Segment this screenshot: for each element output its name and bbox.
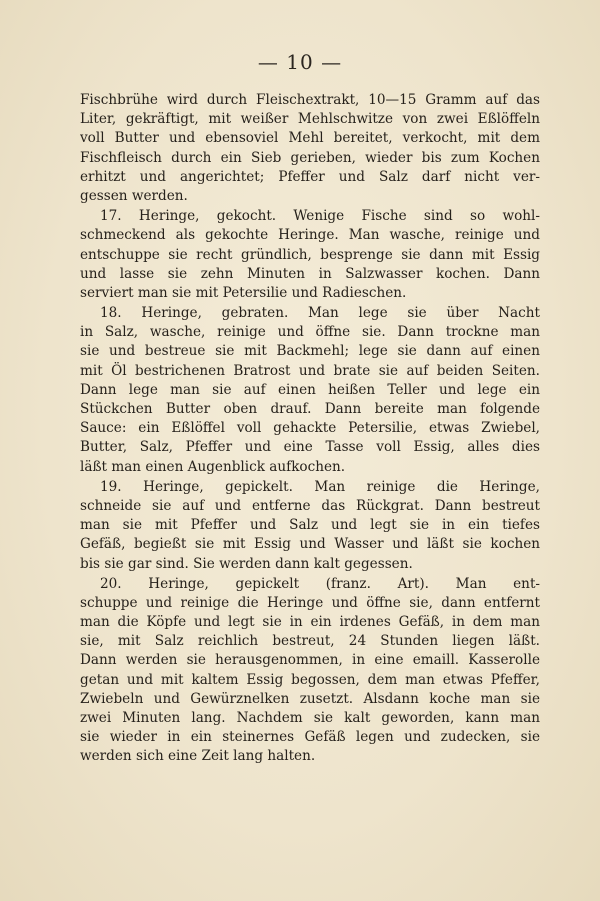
recipe-heading-line: 19. Heringe, gepickelt. Man reinige die Heringe, bbox=[100, 478, 540, 495]
page-number: — 10 — bbox=[257, 50, 343, 74]
text-line: mit Öl bestrichenen Bratrost und brate sie auf beiden Seiten. bbox=[80, 362, 540, 379]
text-line: man sie mit Pfeffer und Salz und legt sie in ein tiefes bbox=[80, 517, 540, 534]
text-line: in Salz, wasche, reinige und öffne sie. Dann trockne man bbox=[80, 324, 540, 341]
text-line: schneide sie auf und entferne das Rückgrat. Dann bestreut bbox=[80, 497, 540, 514]
text-line: und lasse sie zehn Minuten in Salzwasser kochen. Dann bbox=[80, 265, 540, 282]
text-line: Gefäß, begießt sie mit Essig und Wasser und läßt sie kochen bbox=[80, 536, 540, 553]
text-line: bis sie gar sind. Sie werden dann kalt gegessen. bbox=[80, 555, 413, 572]
text-line: sie, mit Salz reichlich bestreut, 24 Stunden liegen läßt. bbox=[80, 633, 540, 650]
text-line: sie wieder in ein steinernes Gefäß legen und zudecken, sie bbox=[80, 729, 540, 746]
text-line: erhitzt und angerichtet; Pfeffer und Salz darf nicht ver- bbox=[80, 168, 540, 185]
text-line: werden sich eine Zeit lang halten. bbox=[80, 748, 316, 765]
recipe-17-boiled-herring bbox=[80, 207, 540, 303]
recipe-heading-line: 20. Heringe, gepickelt (franz. Art). Man ent- bbox=[100, 575, 540, 592]
text-line: entschuppe sie recht gründlich, besprenge sie dann mit Essig bbox=[80, 246, 540, 263]
recipe-heading-line: 17. Heringe, gekocht. Wenige Fische sind so wohl- bbox=[100, 208, 540, 225]
text-line: schuppe und reinige die Heringe und öffne sie, dann entfernt bbox=[80, 594, 540, 611]
paragraph-fish-broth bbox=[80, 91, 540, 206]
text-line: schmeckend als gekochte Heringe. Man wasche, reinige und bbox=[80, 227, 540, 244]
text-line: gessen werden. bbox=[80, 187, 188, 204]
recipe-20-pickled-herring-french bbox=[80, 575, 540, 767]
text-line: läßt man einen Augenblick aufkochen. bbox=[80, 458, 346, 475]
recipe-heading-line: 18. Heringe, gebraten. Man lege sie über Nacht bbox=[100, 305, 540, 322]
text-line: Fischbrühe wird durch Fleischextrakt, 10—15 Gramm auf das bbox=[80, 92, 540, 108]
text-line: Butter, Salz, Pfeffer und eine Tasse voll Essig, alles dies bbox=[80, 439, 540, 456]
text-line: Stückchen Butter oben drauf. Dann bereite man folgende bbox=[80, 401, 540, 417]
text-line: man die Köpfe und legt sie in ein irdenes Gefäß, in dem man bbox=[80, 614, 540, 631]
text-line: Sauce: ein Eßlöffel voll gehackte Petersilie, etwas Zwiebel, bbox=[80, 420, 540, 437]
text-line: Zwiebeln und Gewürznelken zusetzt. Alsdann koche man sie bbox=[80, 690, 540, 707]
text-line: sie und bestreue sie mit Backmehl; lege sie dann auf einen bbox=[80, 343, 540, 360]
body-text bbox=[80, 91, 540, 767]
text-line: Dann werden sie herausgenommen, in eine emaill. Kasserolle bbox=[80, 652, 540, 669]
text-line: zwei Minuten lang. Nachdem sie kalt geworden, kann man bbox=[80, 710, 540, 726]
text-line: getan und mit kaltem Essig begossen, dem man etwas Pfeffer, bbox=[80, 671, 540, 688]
text-line: Liter, gekräftigt, mit weißer Mehlschwitze von zwei Eßlöffeln bbox=[80, 111, 540, 128]
recipe-19-pickled-herring bbox=[80, 478, 540, 574]
text-line: voll Butter und ebensoviel Mehl bereitet, verkocht, mit dem bbox=[80, 130, 540, 147]
recipe-18-fried-herring bbox=[80, 304, 540, 477]
text-line: serviert man sie mit Petersilie und Radieschen. bbox=[80, 284, 407, 301]
text-line: Fischfleisch durch ein Sieb gerieben, wieder bis zum Kochen bbox=[80, 149, 540, 166]
text-line: Dann lege man sie auf einen heißen Teller und lege ein bbox=[80, 381, 540, 398]
